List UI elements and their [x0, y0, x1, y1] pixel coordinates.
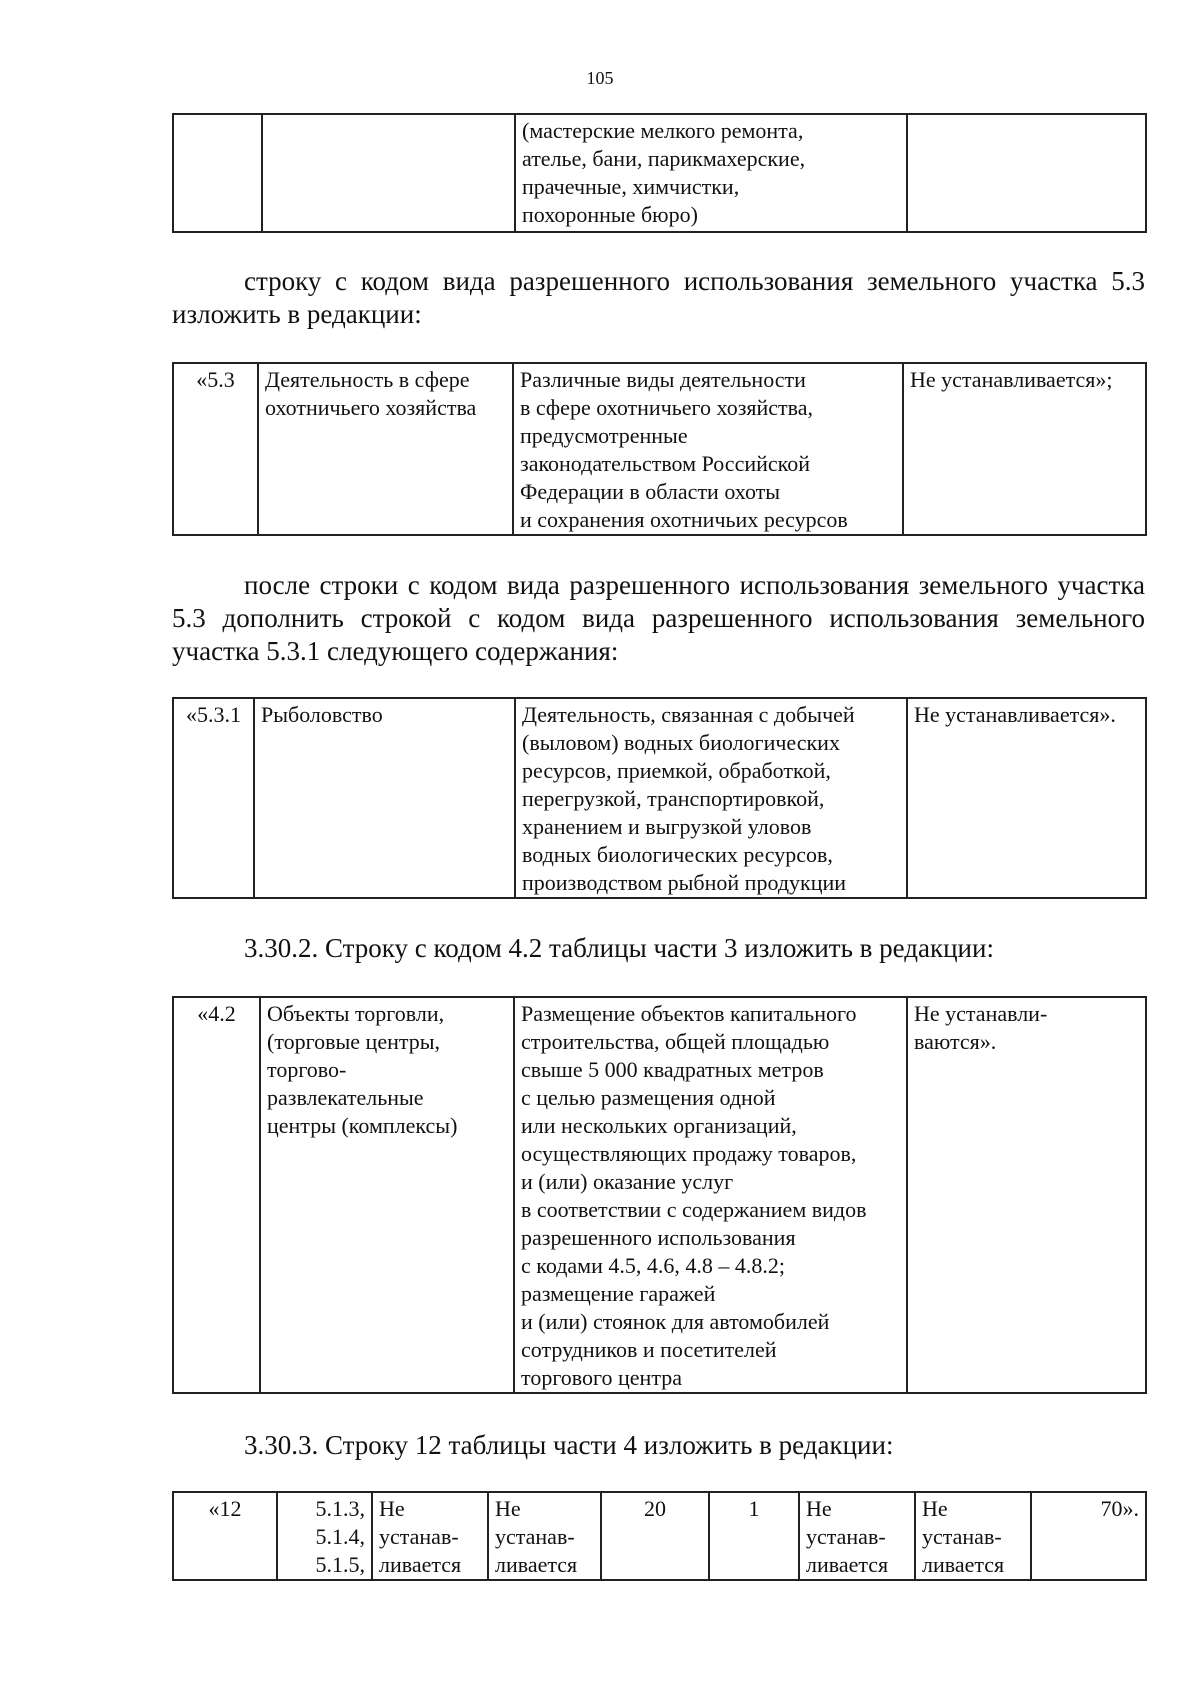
table-code-5-3-1	[172, 697, 1147, 899]
paragraph-5-3-intro: строку с кодом вида разрешенного использования земельного участка 5.3 изложить в редакции:	[172, 266, 1145, 329]
table-cell: «12	[173, 1492, 277, 1580]
paragraph-5-3-1-intro: после строки с кодом вида разрешенного использования земельного участка 5.3 дополнить строкой с кодом вида разрешенного использования земельного участка 5.3.1 следующего содержания:	[172, 570, 1145, 666]
table-cell: Не устанав- ливается	[915, 1492, 1031, 1580]
table-cell: 5.1.3, 5.1.4, 5.1.5,	[277, 1492, 372, 1580]
table-row	[173, 997, 1146, 1393]
table-row	[173, 363, 1146, 535]
page-number: 105	[586, 68, 614, 88]
table-cell-parameters: Не устанавливается»;	[903, 363, 1146, 535]
table-cell-parameters: Не устанавли- ваются».	[907, 997, 1146, 1393]
table-code-5-3	[172, 362, 1147, 536]
table-row	[173, 1492, 1146, 1580]
table-row	[173, 114, 1146, 232]
table-cell: 1	[709, 1492, 799, 1580]
table-row	[173, 698, 1146, 898]
table-row-12	[172, 1491, 1147, 1581]
table-cell: 20	[601, 1492, 709, 1580]
paragraph-3-30-3: 3.30.3. Строку 12 таблицы части 4 изложить в редакции:	[244, 1430, 894, 1460]
table-cell	[173, 114, 262, 232]
table-cell-description: Деятельность, связанная с добычей (выловом) водных биологических ресурсов, приемкой, обработкой, перегрузкой, транспортировкой, хранением и выгрузкой уловов водных биологических ресурсов, производством рыбной продукции	[515, 698, 907, 898]
table-cell: Не устанав- ливается	[799, 1492, 915, 1580]
table-continuation	[172, 113, 1147, 233]
table-code-4-2	[172, 996, 1147, 1394]
table-cell: Не устанав- ливается	[488, 1492, 601, 1580]
paragraph-3-30-2: 3.30.2. Строку с кодом 4.2 таблицы части 3 изложить в редакции:	[244, 933, 994, 963]
table-cell-code: «4.2	[173, 997, 260, 1393]
table-cell-name: Рыболовство	[254, 698, 515, 898]
table-cell: 70».	[1031, 1492, 1146, 1580]
table-cell-description: Размещение объектов капитального строительства, общей площадью свыше 5 000 квадратных метров с целью размещения одной или нескольких организаций, осуществляющих продажу товаров, и (или) оказание услуг в соответствии с содержанием видов разрешенного использования с кодами 4.5, 4.6, 4.8 – 4.8.2; размещение гаражей и (или) стоянок для автомобилей сотрудников и посетителей торгового центра	[514, 997, 907, 1393]
table-cell-code: «5.3.1	[173, 698, 254, 898]
table-cell	[262, 114, 515, 232]
table-cell	[907, 114, 1146, 232]
table-cell-name: Объекты торговли, (торговые центры, торгово- развлекательные центры (комплексы)	[260, 997, 514, 1393]
table-cell-parameters: Не устанавливается».	[907, 698, 1146, 898]
table-cell: (мастерские мелкого ремонта, ателье, бани, парикмахерские, прачечные, химчистки, похоронные бюро)	[515, 114, 907, 232]
table-cell: Не устанав- ливается	[372, 1492, 488, 1580]
table-cell-description: Различные виды деятельности в сфере охотничьего хозяйства, предусмотренные законодательством Российской Федерации в области охоты и сохранения охотничьих ресурсов	[513, 363, 903, 535]
table-cell-code: «5.3	[173, 363, 258, 535]
table-cell-name: Деятельность в сфере охотничьего хозяйства	[258, 363, 513, 535]
